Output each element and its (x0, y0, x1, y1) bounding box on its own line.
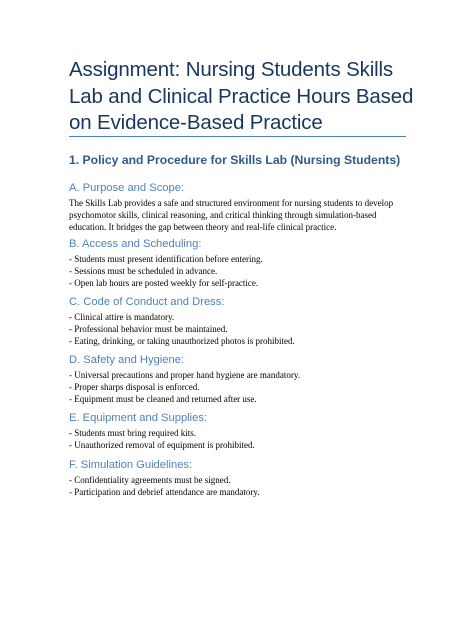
paragraph-line: The Skills Lab provides a safe and structured environment for nursing students to develop (69, 198, 394, 208)
policy-heading: 1. Policy and Procedure for Skills Lab (Nursing Students) (69, 153, 401, 167)
list-item: - Participation and debrief attendance are mandatory. (69, 486, 260, 497)
section-heading: A. Purpose and Scope: (69, 182, 185, 194)
section-heading: B. Access and Scheduling: (69, 238, 202, 250)
list-item: - Unauthorized removal of equipment is prohibited. (69, 439, 255, 450)
section-body (69, 312, 414, 347)
section-heading: D. Safety and Hygiene: (69, 354, 185, 366)
list-item: - Eating, drinking, or taking unauthorized photos is prohibited. (69, 335, 295, 346)
list-item: - Open lab hours are posted weekly for self-practice. (69, 277, 259, 288)
section-purpose-and-scope (69, 181, 414, 233)
list-item: - Universal precautions and proper hand hygiene are mandatory. (69, 370, 301, 380)
section-body (69, 428, 414, 452)
section-heading: F. Simulation Guidelines: (69, 459, 193, 471)
paragraph-line: education. It bridges the gap between theory and real-life clinical practice. (69, 221, 337, 232)
list-item: - Students must present identification before entering. (69, 254, 263, 264)
section-safety-and-hygiene (69, 353, 414, 405)
section-body (69, 254, 414, 289)
section-simulation-guidelines (69, 458, 414, 499)
list-item: - Sessions must be scheduled in advance. (69, 265, 218, 276)
document-title: Assignment: Nursing Students Skills Lab and Clinical Practice Hours Based on Evidence-Based Practice (69, 58, 414, 134)
list-item: - Proper sharps disposal is enforced. (69, 381, 200, 392)
section-code-of-conduct (69, 295, 414, 347)
section-equipment-and-supplies (69, 411, 414, 452)
list-item: - Clinical attire is mandatory. (69, 312, 175, 322)
list-item: - Equipment must be cleaned and returned after use. (69, 393, 257, 404)
list-item: - Confidentiality agreements must be signed. (69, 475, 231, 485)
section-body (69, 370, 414, 405)
section-body (69, 198, 414, 233)
section-heading: C. Code of Conduct and Dress: (69, 296, 225, 308)
list-item: - Students must bring required kits. (69, 428, 196, 438)
section-heading: E. Equipment and Supplies: (69, 412, 208, 424)
list-item: - Professional behavior must be maintained. (69, 323, 228, 334)
title-divider (69, 136, 406, 137)
section-access-and-scheduling (69, 237, 414, 289)
section-body (69, 475, 414, 499)
paragraph-line: psychomotor skills, clinical reasoning, and critical thinking through simulation-based (69, 209, 377, 220)
